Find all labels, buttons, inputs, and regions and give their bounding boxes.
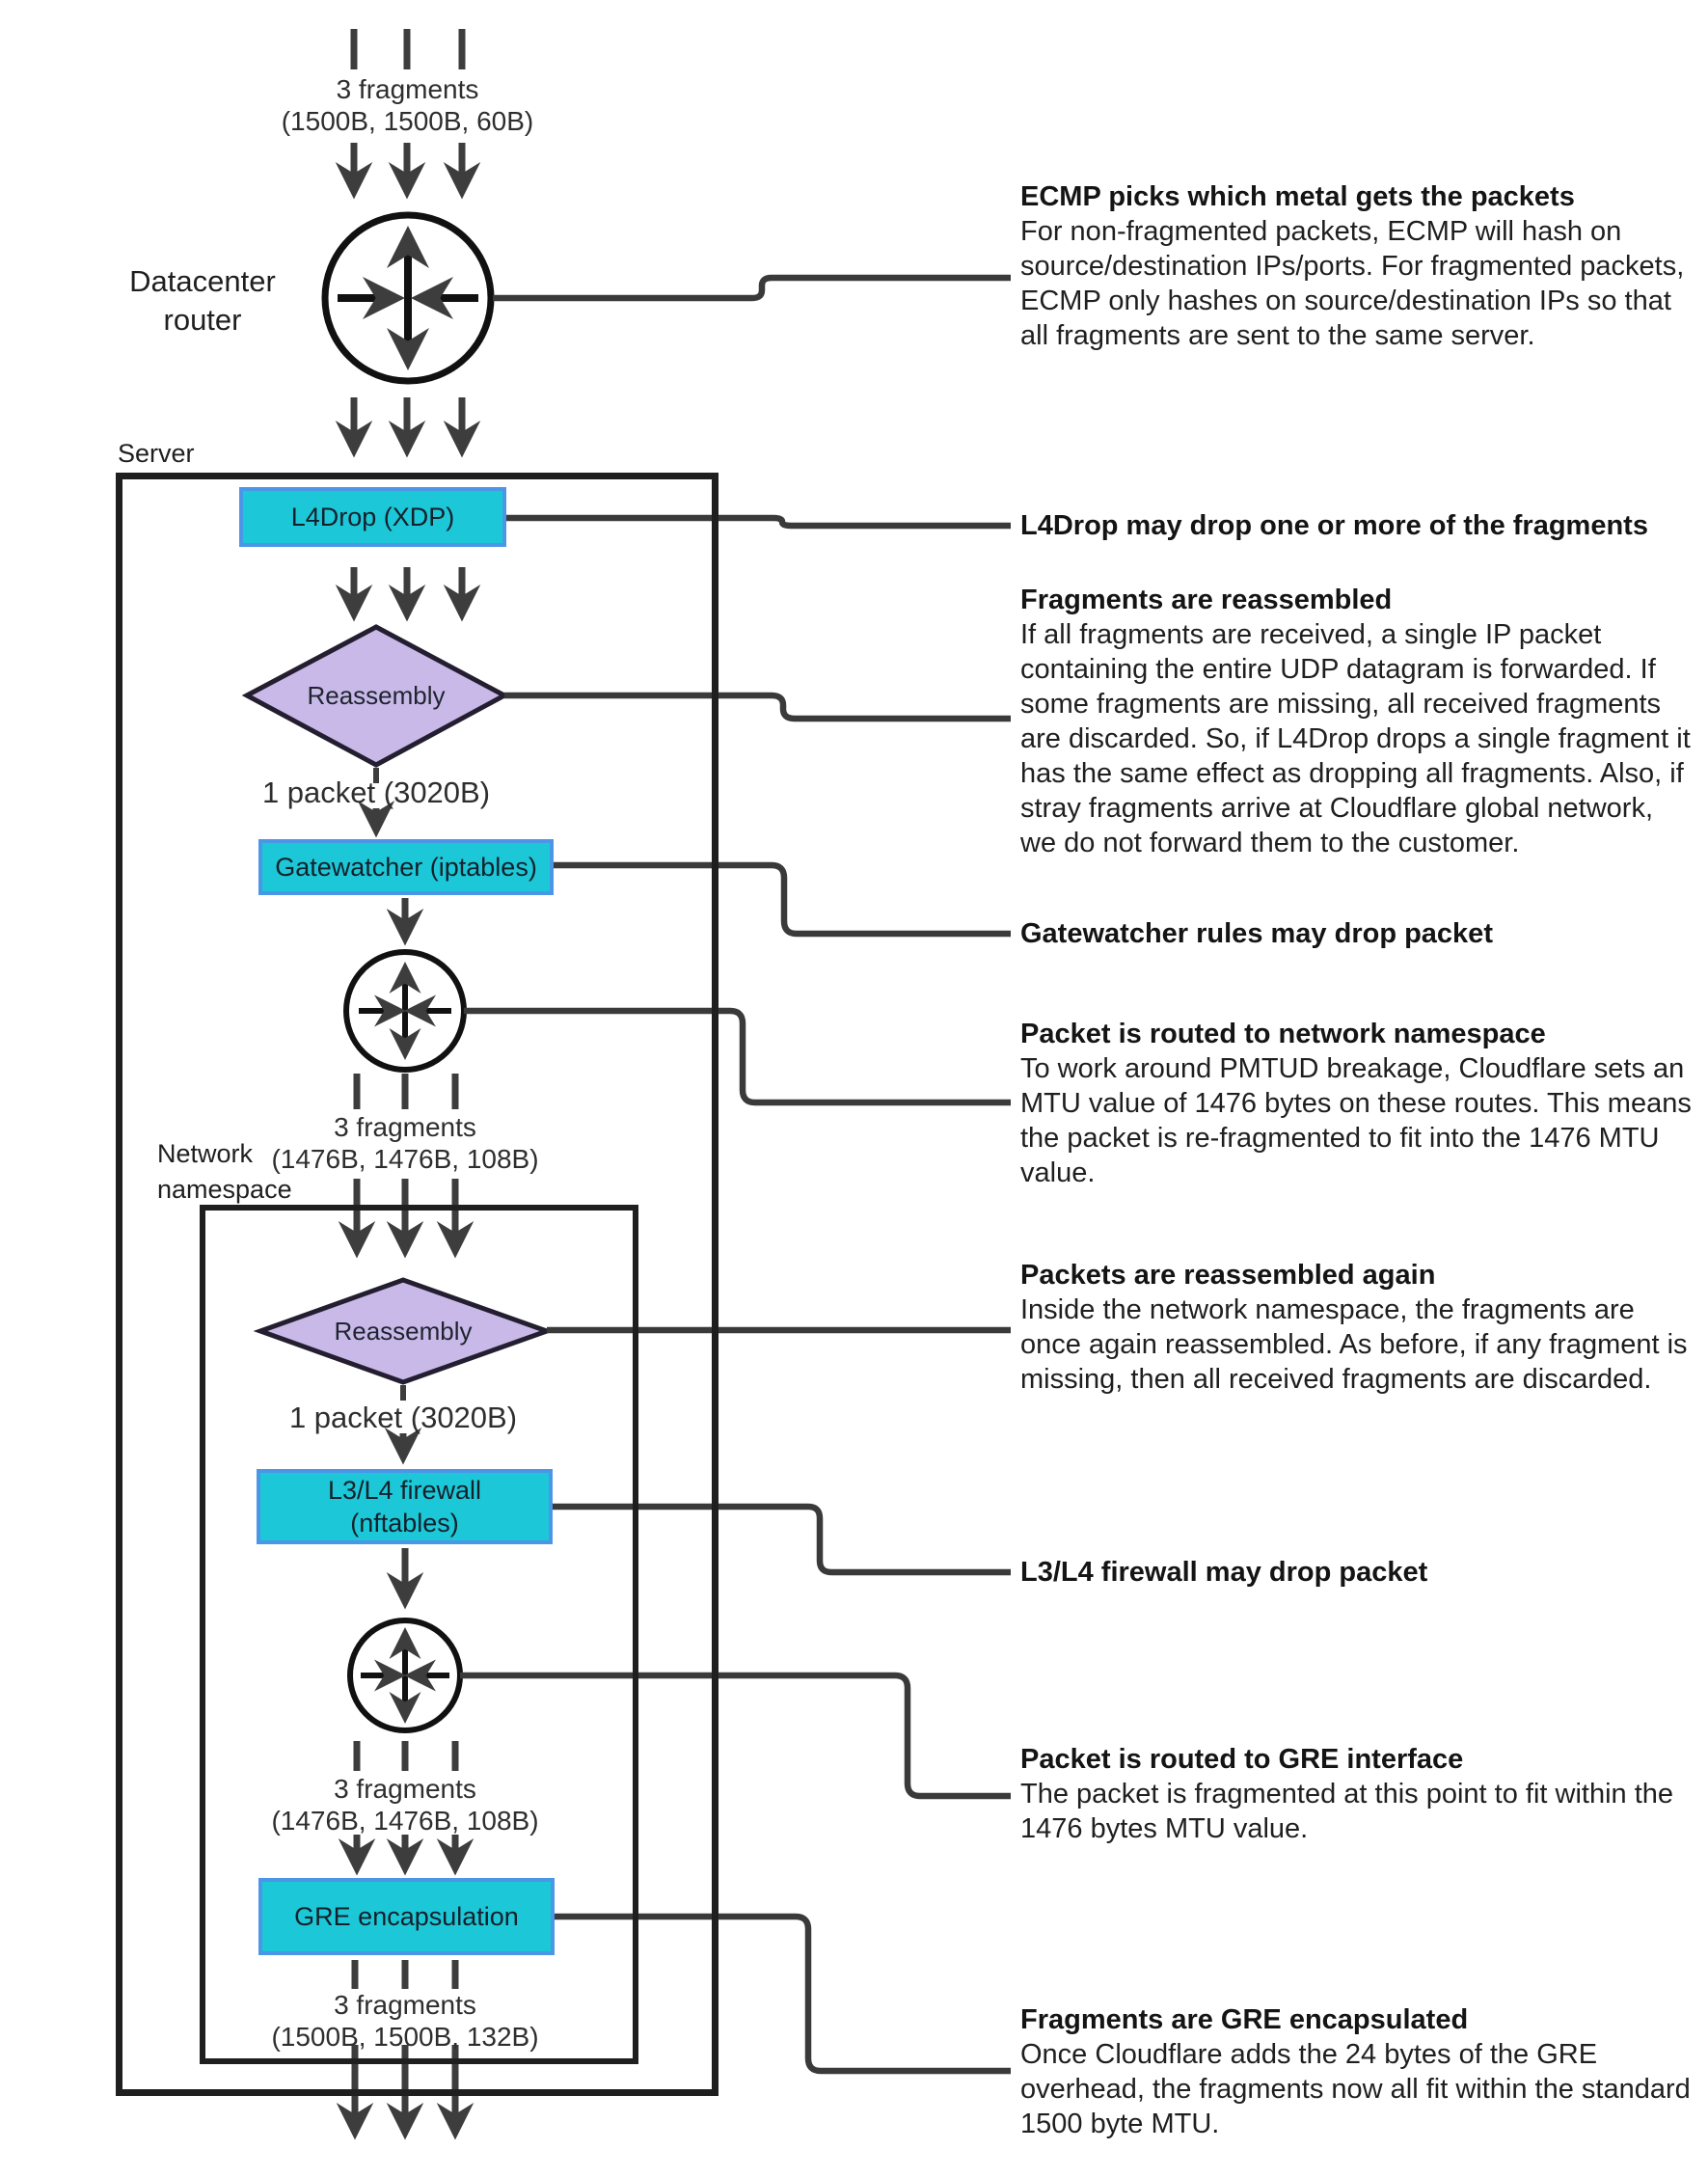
annotation-reassembled-again [1020, 1258, 1695, 1397]
top-fragments-label: 3 fragments (1500B, 1500B, 60B) [281, 74, 534, 136]
incoming-fragment-ticks [354, 29, 462, 69]
annotation-title: Packets are reassembled again [1020, 1260, 1436, 1291]
arrows-into-server [354, 397, 462, 434]
annotation-reassembled [1020, 583, 1695, 860]
annotation-ecmp [1020, 179, 1695, 353]
gatewatcher-node: Gatewatcher (iptables) [258, 839, 554, 895]
annotation-body: Inside the network namespace, the fragments are once again reassembled. As before, if any fragment is missing, then all received fragments are discarded. [1020, 1294, 1688, 1395]
annotation-body: The packet is fragmented at this point to fit within the 1476 bytes MTU value. [1020, 1779, 1674, 1844]
gre-encapsulation-node: GRE encapsulation [258, 1878, 555, 1955]
annotation-title: Fragments are GRE encapsulated [1020, 2004, 1469, 2035]
annotation-gre-interface [1020, 1742, 1695, 1846]
annotation-gatewatcher [1020, 916, 1695, 951]
annotation-gre-encapsulated [1020, 2002, 1695, 2141]
l4drop-node: L4Drop (XDP) [239, 487, 506, 547]
annotation-title: Packet is routed to GRE interface [1020, 1744, 1464, 1775]
network-namespace-label: Network namespace [157, 1139, 292, 1204]
arrows-into-router [354, 143, 462, 176]
annotation-body: If all fragments are received, a single IP packet containing the entire UDP datagram is forwarded. If some fragments are missing, all received fragments are discarded. So, if L4Drop drops a single fragment it has the same effect as dropping all fragments. Also, if stray fragments arrive at Cloudflare global network, we do not forward them to the customer. [1020, 619, 1691, 858]
gre-fragments-label: 3 fragments (1476B, 1476B, 108B) [271, 1774, 539, 1836]
annotation-title: L4Drop may drop one or more of the fragments [1020, 510, 1648, 541]
packet1-label: 1 packet (3020B) [261, 776, 491, 809]
annotation-title: L3/L4 firewall may drop packet [1020, 1557, 1428, 1588]
annotation-title: Packet is routed to network namespace [1020, 1019, 1546, 1049]
datacenter-router-label: Datacenter router [129, 264, 276, 337]
packet2-label: 1 packet (3020B) [288, 1401, 518, 1434]
annotation-title: Gatewatcher rules may drop packet [1020, 918, 1493, 949]
datacenter-router-icon [325, 215, 491, 381]
annotation-body: To work around PMTUD breakage, Cloudflare sets an MTU value of 1476 bytes on these routes. This means the packet is re-fragmented to fit into the 1476 MTU value. [1020, 1053, 1692, 1188]
bottom-fragments-label: 3 fragments (1500B, 1500B, 132B) [271, 1990, 539, 2052]
annotation-title: ECMP picks which metal gets the packets [1020, 181, 1575, 212]
annotation-routed-namespace [1020, 1017, 1695, 1190]
annotation-l4drop [1020, 508, 1695, 543]
annotation-body: For non-fragmented packets, ECMP will hash on source/destination IPs/ports. For fragmented packets, ECMP only hashes on source/destination IPs so that all fragments are sent to the same server. [1020, 216, 1685, 351]
l3l4-firewall-node: L3/L4 firewall (nftables) [257, 1469, 553, 1544]
mid-fragments-label: 3 fragments (1476B, 1476B, 108B) [271, 1112, 539, 1174]
annotation-l3l4 [1020, 1555, 1695, 1590]
reassembly2-label: Reassembly [334, 1317, 473, 1346]
server-label: Server [118, 439, 195, 468]
annotation-body: Once Cloudflare adds the 24 bytes of the GRE overhead, the fragments now all fit within the standard 1500 byte MTU. [1020, 2039, 1691, 2139]
annotation-title: Fragments are reassembled [1020, 585, 1393, 615]
reassembly1-label: Reassembly [307, 681, 446, 710]
